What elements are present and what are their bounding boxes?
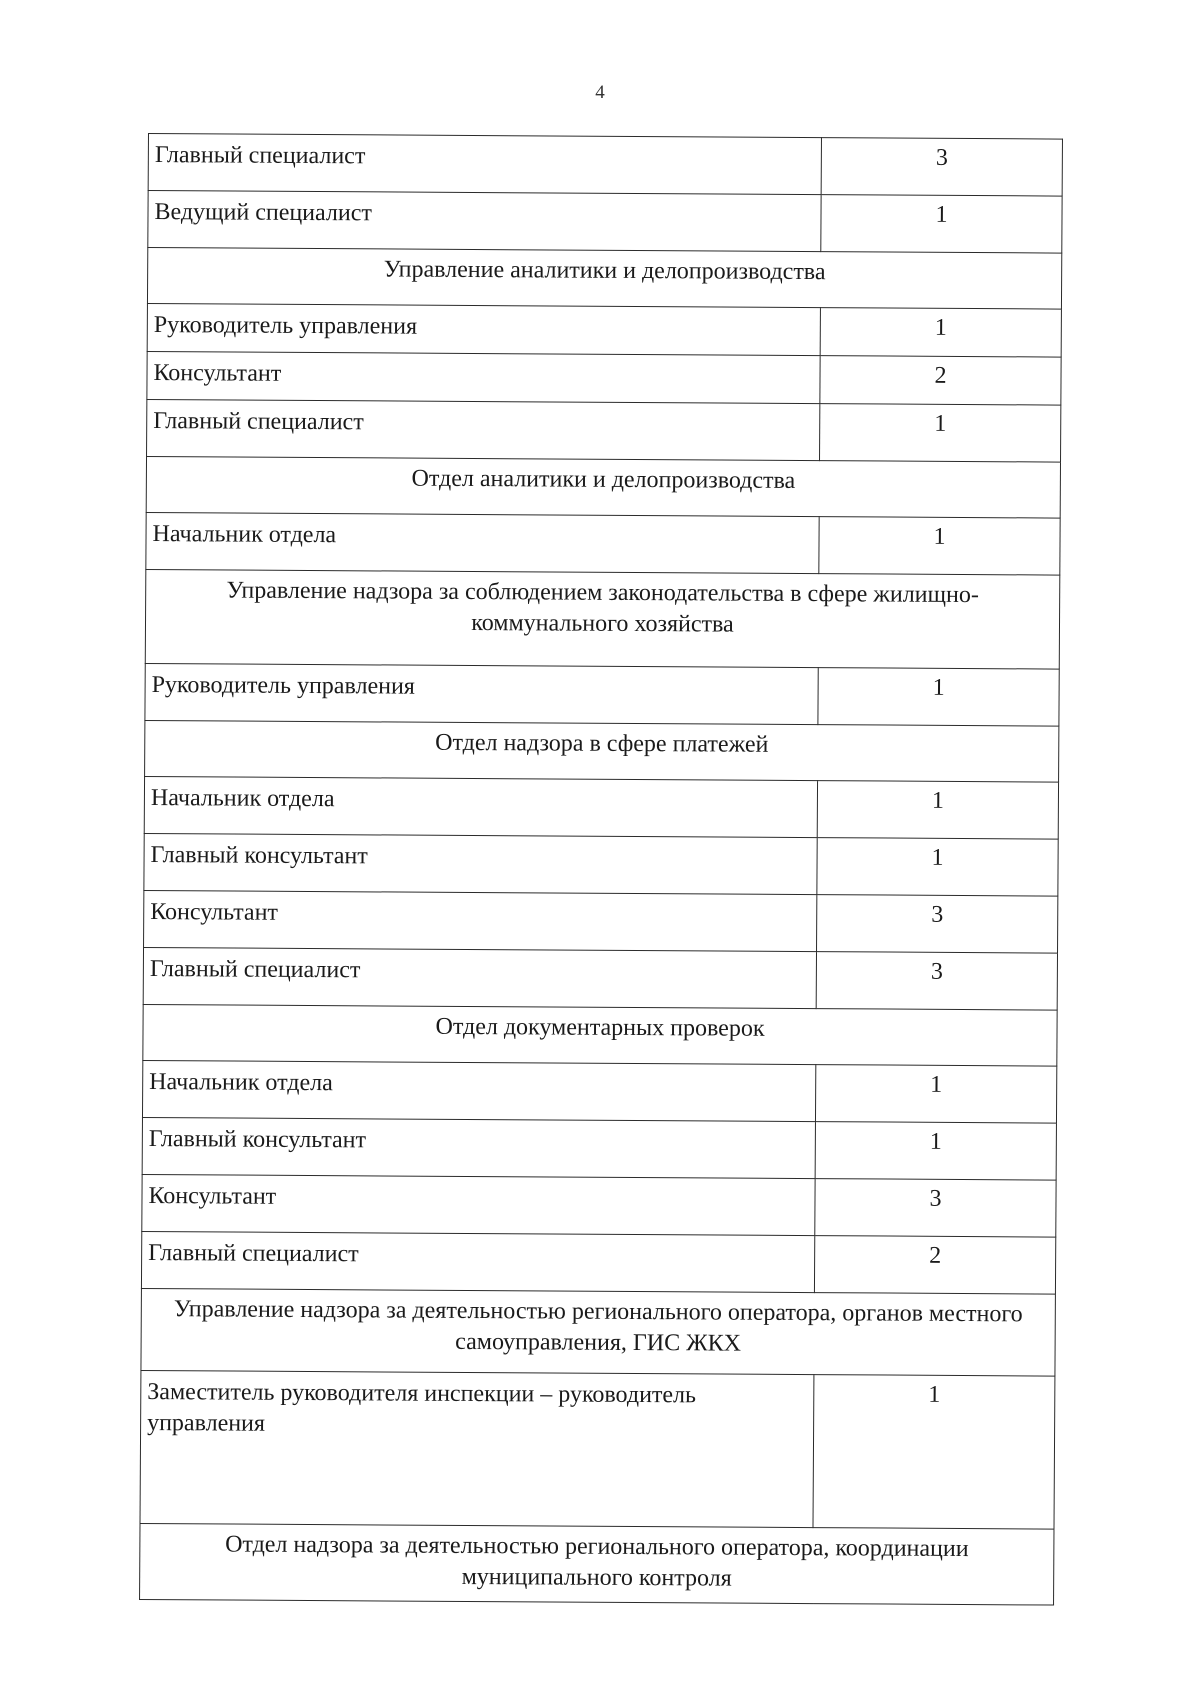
section-header-row xyxy=(143,1004,1057,1066)
section-title: Управление аналитики и делопроизводства xyxy=(147,248,1061,310)
section-title: Отдел надзора в сфере платежей xyxy=(145,720,1059,782)
table-row xyxy=(147,399,1061,462)
table-row xyxy=(144,890,1058,953)
table-row xyxy=(140,1370,1055,1529)
table-row xyxy=(147,351,1061,405)
count-cell: 3 xyxy=(821,138,1062,196)
position-cell: Руководитель управления xyxy=(145,663,818,724)
table-row xyxy=(143,947,1057,1010)
count-cell: 3 xyxy=(815,1179,1056,1237)
page-number: 4 xyxy=(595,82,605,103)
position-cell: Консультант xyxy=(144,890,817,951)
count-cell: 1 xyxy=(820,404,1061,462)
section-title: Отдел аналитики и делопроизводства xyxy=(146,456,1060,518)
position-cell: Главный специалист xyxy=(147,399,820,460)
position-cell: Ведущий специалист xyxy=(148,191,821,252)
section-title: Управление надзора за соблюдением законодательства в сфере жилищно-коммунального хозяйства xyxy=(145,569,1060,669)
section-title: Отдел документарных проверок xyxy=(143,1004,1057,1066)
staffing-table xyxy=(139,133,1063,1606)
table-row xyxy=(144,776,1058,839)
count-cell: 1 xyxy=(817,838,1058,896)
section-header-row xyxy=(147,248,1061,310)
position-cell: Консультант xyxy=(147,351,820,403)
table-row xyxy=(148,191,1062,254)
count-cell: 2 xyxy=(814,1236,1055,1294)
position-cell: Главный специалист xyxy=(143,947,816,1008)
section-title: Управление надзора за деятельностью регионального оператора, органов местного самоуправления, ГИС ЖКХ xyxy=(141,1288,1055,1376)
position-cell: Главный специалист xyxy=(141,1231,814,1292)
table-row xyxy=(147,303,1061,357)
position-cell: Начальник отдела xyxy=(144,776,817,837)
position-cell: Главный специалист xyxy=(148,134,821,195)
table-row xyxy=(144,833,1058,896)
position-cell: Начальник отдела xyxy=(146,512,819,573)
count-cell: 1 xyxy=(813,1375,1055,1529)
table-row xyxy=(141,1231,1055,1294)
position-cell: Заместитель руководителя инспекции – руководитель управления xyxy=(140,1370,814,1527)
section-header-row xyxy=(140,1523,1054,1605)
table-row xyxy=(142,1060,1056,1123)
count-cell: 3 xyxy=(817,895,1058,953)
count-cell: 3 xyxy=(816,952,1057,1010)
count-cell: 1 xyxy=(815,1122,1056,1180)
table-row xyxy=(142,1117,1056,1180)
section-header-row xyxy=(141,1288,1055,1376)
position-cell: Руководитель управления xyxy=(147,303,820,355)
count-cell: 1 xyxy=(819,517,1060,575)
position-cell: Главный консультант xyxy=(144,833,817,894)
section-header-row xyxy=(146,456,1060,518)
section-title: Отдел надзора за деятельностью регионального оператора, координации муниципального контроля xyxy=(140,1523,1054,1605)
table-row xyxy=(142,1174,1056,1237)
table-row xyxy=(145,663,1059,726)
count-cell: 1 xyxy=(820,308,1061,357)
table-row xyxy=(146,512,1060,575)
count-cell: 2 xyxy=(820,356,1061,405)
position-cell: Консультант xyxy=(142,1174,815,1235)
section-header-row xyxy=(145,569,1060,669)
count-cell: 1 xyxy=(817,781,1058,839)
position-cell: Начальник отдела xyxy=(142,1060,815,1121)
count-cell: 1 xyxy=(815,1065,1056,1123)
position-cell: Главный консультант xyxy=(142,1117,815,1178)
count-cell: 1 xyxy=(818,668,1059,726)
table-row xyxy=(148,134,1062,197)
section-header-row xyxy=(145,720,1059,782)
count-cell: 1 xyxy=(821,195,1062,253)
